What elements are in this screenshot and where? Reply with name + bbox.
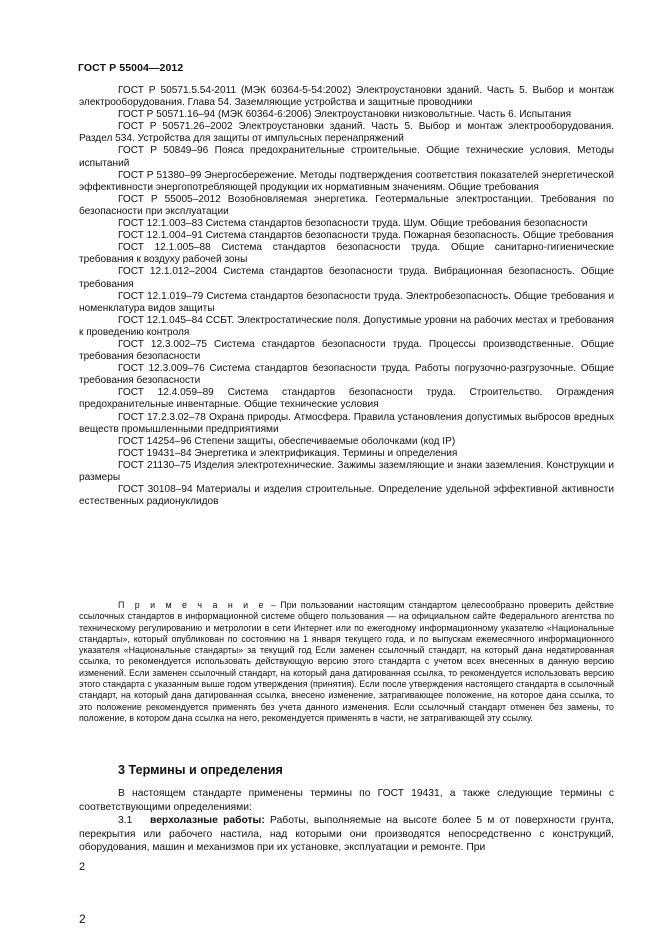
normative-references-list xyxy=(79,85,614,508)
document-code: ГОСТ Р 55004—2012 xyxy=(78,62,184,74)
reference-item: ГОСТ 30108–94 Материалы и изделия строительные. Определение удельной эффективной активности естественных радионуклидов xyxy=(79,484,614,508)
term-name: верхолазные работы: xyxy=(150,815,265,827)
reference-item: ГОСТ Р 51380–99 Энергосбережение. Методы подтверждения соответствия показателей энергетической эффективности энергопотребляющей продукции их нормативным значениям. Общие требования xyxy=(79,169,614,193)
reference-item: ГОСТ 17.2.3.02–78 Охрана природы. Атмосфера. Правила установления допустимых выбросов вредных веществ промышленными предприятиями xyxy=(79,411,614,435)
note-label: П р и м е ч а н и е xyxy=(118,600,267,610)
reference-item: ГОСТ 12.1.003–83 Система стандартов безопасности труда. Шум. Общие требования безопасности xyxy=(118,218,588,230)
references-note xyxy=(79,600,614,724)
page-number-footer: 2 xyxy=(79,912,86,926)
reference-item: ГОСТ 12.1.012–2004 Система стандартов безопасности труда. Вибрационная безопасность. Общие требования xyxy=(79,266,614,290)
note-text: – При пользовании настоящим стандартом целесообразно проверить действие ссылочных стандартов в информационной системе общего пользования — на официальном сайте Федерального агентства по техническому регулированию и метрологии в сети Интернет или по ежегодному информационному указателю «Национальные стандарты», который опубликован по состоянию на 1 января текущего года, и по выпускам ежемесячного информационного указателя «Национальные стандарты» за текущий год Если заменен ссылочный стандарт, на который дана недатированная ссылка, то рекомендуется использовать действующую версию этого стандарта с учетом всех внесенных в данную версию изменений. Если заменен ссылочный стандарт, на который дана датированная ссылка, то рекомендуется использовать версию этого стандарта с указанным выше годом утверждения (принятия). Если после утверждения настоящего стандарта в ссылочный стандарт, на который дана датированная ссылка, внесено изменение, затрагивающее положение, на которое дана ссылка, то это положение рекомендуется применять без учета данного изменения. Если ссылочный стандарт отменен без замены, то положение, в котором дана ссылка на него, рекомендуется применять в части, не затрагивающей эту ссылку. xyxy=(79,600,614,723)
reference-item: ГОСТ 12.1.045–84 ССБТ. Электростатические поля. Допустимые уровни на рабочих местах и требования к проведению контроля xyxy=(79,314,614,338)
reference-item: ГОСТ 21130–75 Изделия электротехнические. Зажимы заземляющие и знаки заземления. Конструкции и размеры xyxy=(79,459,614,483)
reference-item: ГОСТ 12.3.009–76 Система стандартов безопасности труда. Работы погрузочно-разгрузочные. Общие требования безопасности xyxy=(79,363,614,387)
page-number: 2 xyxy=(79,861,86,873)
reference-item: ГОСТ 12.4.059–89 Система стандартов безопасности труда. Строительство. Ограждения предохранительные инвентарные. Общие технические условия xyxy=(79,387,614,411)
term-definition: Работы, выполняемые на высоте более 5 м от поверхности грунта, перекрытия или рабочего настила, над которыми они производятся непосредственно с конструкций, оборудования, машин и механизмов при их установке, эксплуатации и ремонте. При xyxy=(79,815,614,854)
reference-item: ГОСТ 12.1.019–79 Система стандартов безопасности труда. Электробезопасность. Общие требования и номенклатура видов защиты xyxy=(79,290,614,314)
term-entry xyxy=(79,814,614,855)
reference-item: ГОСТ Р 50571.16–94 (МЭК 60364-6:2006) Электроустановки низковольтные. Часть 6. Испытания xyxy=(118,109,572,121)
term-number: 3.1 xyxy=(118,815,133,827)
section-body xyxy=(79,787,614,855)
reference-item: ГОСТ Р 55005–2012 Возобновляемая энергетика. Геотермальные электростанции. Требования по безопасности при эксплуатации xyxy=(79,193,614,217)
reference-item: ГОСТ 12.1.005–88 Система стандартов безопасности труда. Общие санитарно-гигиенические требования к воздуху рабочей зоны xyxy=(79,242,614,266)
reference-item: ГОСТ 12.1.004–91 Система стандартов безопасности труда. Пожарная безопасность. Общие требования xyxy=(118,230,614,242)
reference-item: ГОСТ Р 50571.5.54-2011 (МЭК 60364-5-54:2002) Электроустановки зданий. Часть 5. Выбор и монтаж электрооборудования. Глава 54. Заземляющие устройства и защитные проводники xyxy=(79,85,614,109)
reference-item: ГОСТ Р 50849–96 Пояса предохранительные строительные. Общие технические условия. Методы испытаний xyxy=(79,145,614,169)
section-title: 3 Термины и определения xyxy=(118,763,283,777)
reference-item: ГОСТ 12.3.002–75 Система стандартов безопасности труда. Процессы производственные. Общие требования безопасности xyxy=(79,338,614,363)
reference-item: ГОСТ Р 50571.26–2002 Электроустановки зданий. Часть 5. Выбор и монтаж электрооборудования. Раздел 534. Устройства для защиты от импульсных перенапряжений xyxy=(79,121,614,145)
section-intro: В настоящем стандарте применены термины по ГОСТ 19431, а также следующие термины с соответствующими определениями: xyxy=(79,788,614,813)
reference-item: ГОСТ 14254–96 Степени защиты, обеспечиваемые оболочками (код IP) xyxy=(118,435,456,447)
reference-item: ГОСТ 19431–84 Энергетика и электрификация. Термины и определения xyxy=(118,447,458,459)
